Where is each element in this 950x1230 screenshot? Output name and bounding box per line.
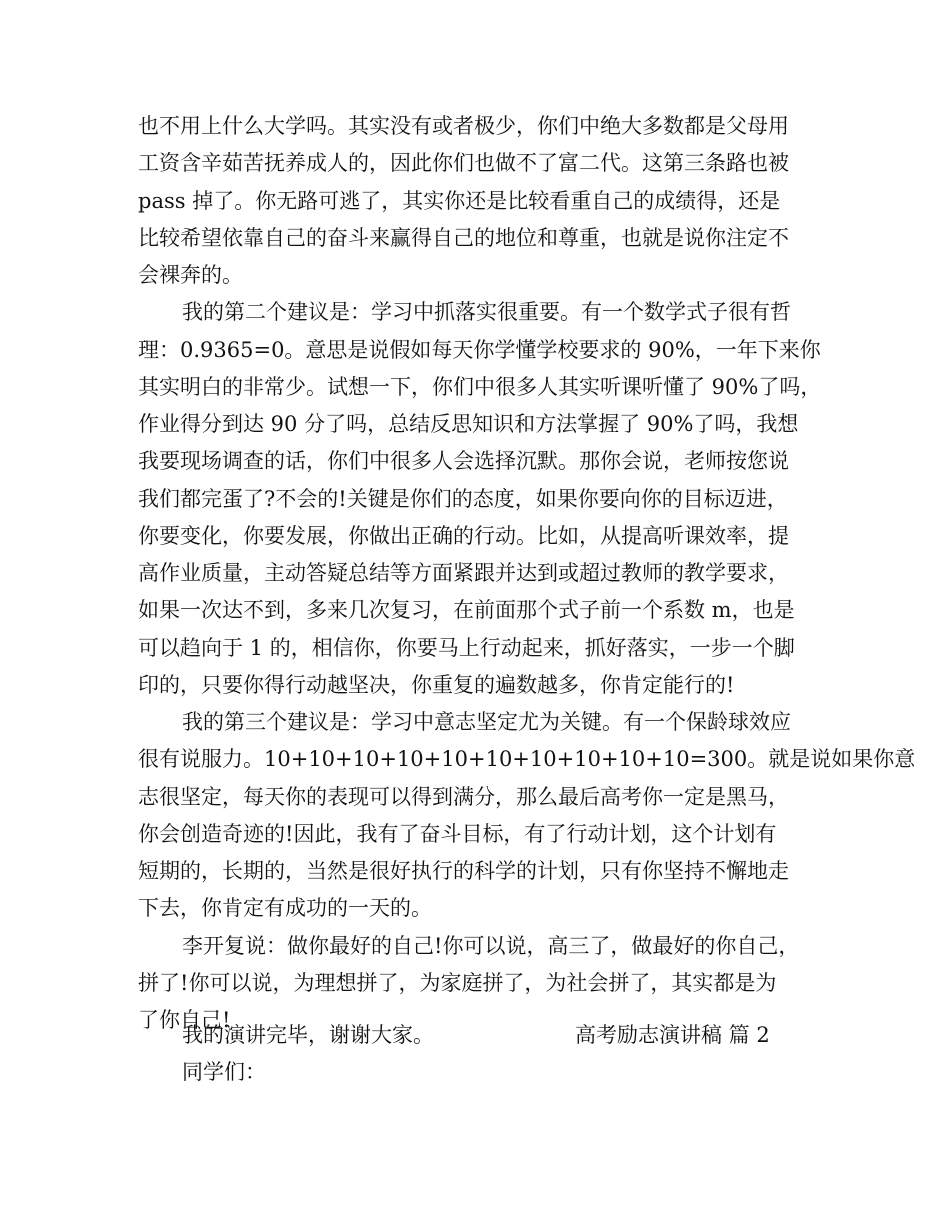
text-line: 理：0.9365=0。意思是说假如每天你学懂学校要求的 90%，一年下来你 [138,338,821,362]
text-line: 你要变化，你要发展，你做出正确的行动。比如，从提高听课效率，提 [138,524,789,548]
text-line: 可以趋向于 1 的，相信你，你要马上行动起来，抓好落实，一步一个脚 [138,636,795,660]
text-line: 会裸奔的。 [138,263,243,287]
text-line: pass 掉了。你无路可逃了，其实你还是比较看重自己的成绩得，还是 [138,189,781,213]
text-line: 志很坚定，每天你的表现可以得到满分，那么最后高考你一定是黑马， [138,785,789,809]
text-line: 你会创造奇迹的!因此，我有了奋斗目标，有了行动计划，这个计划有 [138,822,777,846]
greeting-line: 同学们： [182,1060,266,1084]
text-line: 高作业质量，主动答疑总结等方面紧跟并达到或超过教师的教学要求， [138,561,789,585]
next-speech-title: 高考励志演讲稿 篇 2 [575,1023,770,1047]
text-line: 了你自己! [138,1008,231,1032]
text-line: 如果一次达不到，多来几次复习，在前面那个式子前一个系数 m，也是 [138,598,795,622]
text-line: 拼了!你可以说，为理想拼了，为家庭拼了，为社会拼了，其实都是为 [138,971,777,995]
paragraph-start-line: 我的第二个建议是：学习中抓落实很重要。有一个数学式子很有哲 [182,300,791,324]
text-line: 我要现场调查的话，你们中很多人会选择沉默。那你会说，老师按您说 [138,449,789,473]
text-line: 作业得分到达 90 分了吗，总结反思知识和方法掌握了 90%了吗，我想 [138,412,799,436]
text-line: 也不用上什么大学吗。其实没有或者极少，你们中绝大多数都是父母用 [138,114,789,138]
text-line: 比较希望依靠自己的奋斗来赢得自己的地位和尊重，也就是说你注定不 [138,226,789,250]
text-line: 很有说服力。10+10+10+10+10+10+10+10+10+10=300。就是说如果你意 [138,747,916,771]
paragraph-start-line: 我的第三个建议是：学习中意志坚定尤为关键。有一个保龄球效应 [182,710,791,734]
text-line: 其实明白的非常少。试想一下，你们中很多人其实听课听懂了 90%了吗， [138,375,822,399]
closing-line: 我的演讲完毕，谢谢大家。 [182,1023,434,1047]
paragraph-start-line: 李开复说：做你最好的自己!你可以说，高三了，做最好的你自己， [182,934,800,958]
text-line: 印的，只要你得行动越坚决，你重复的遍数越多，你肯定能行的! [138,673,735,697]
text-line: 我们都完蛋了?不会的!关键是你们的态度，如果你要向你的目标迈进， [138,487,788,511]
text-line: 短期的，长期的，当然是很好执行的科学的计划，只有你坚持不懈地走 [138,859,789,883]
text-line: 工资含辛茹苦抚养成人的，因此你们也做不了富二代。这第三条路也被 [138,151,789,175]
text-line: 下去，你肯定有成功的一天的。 [138,896,432,920]
